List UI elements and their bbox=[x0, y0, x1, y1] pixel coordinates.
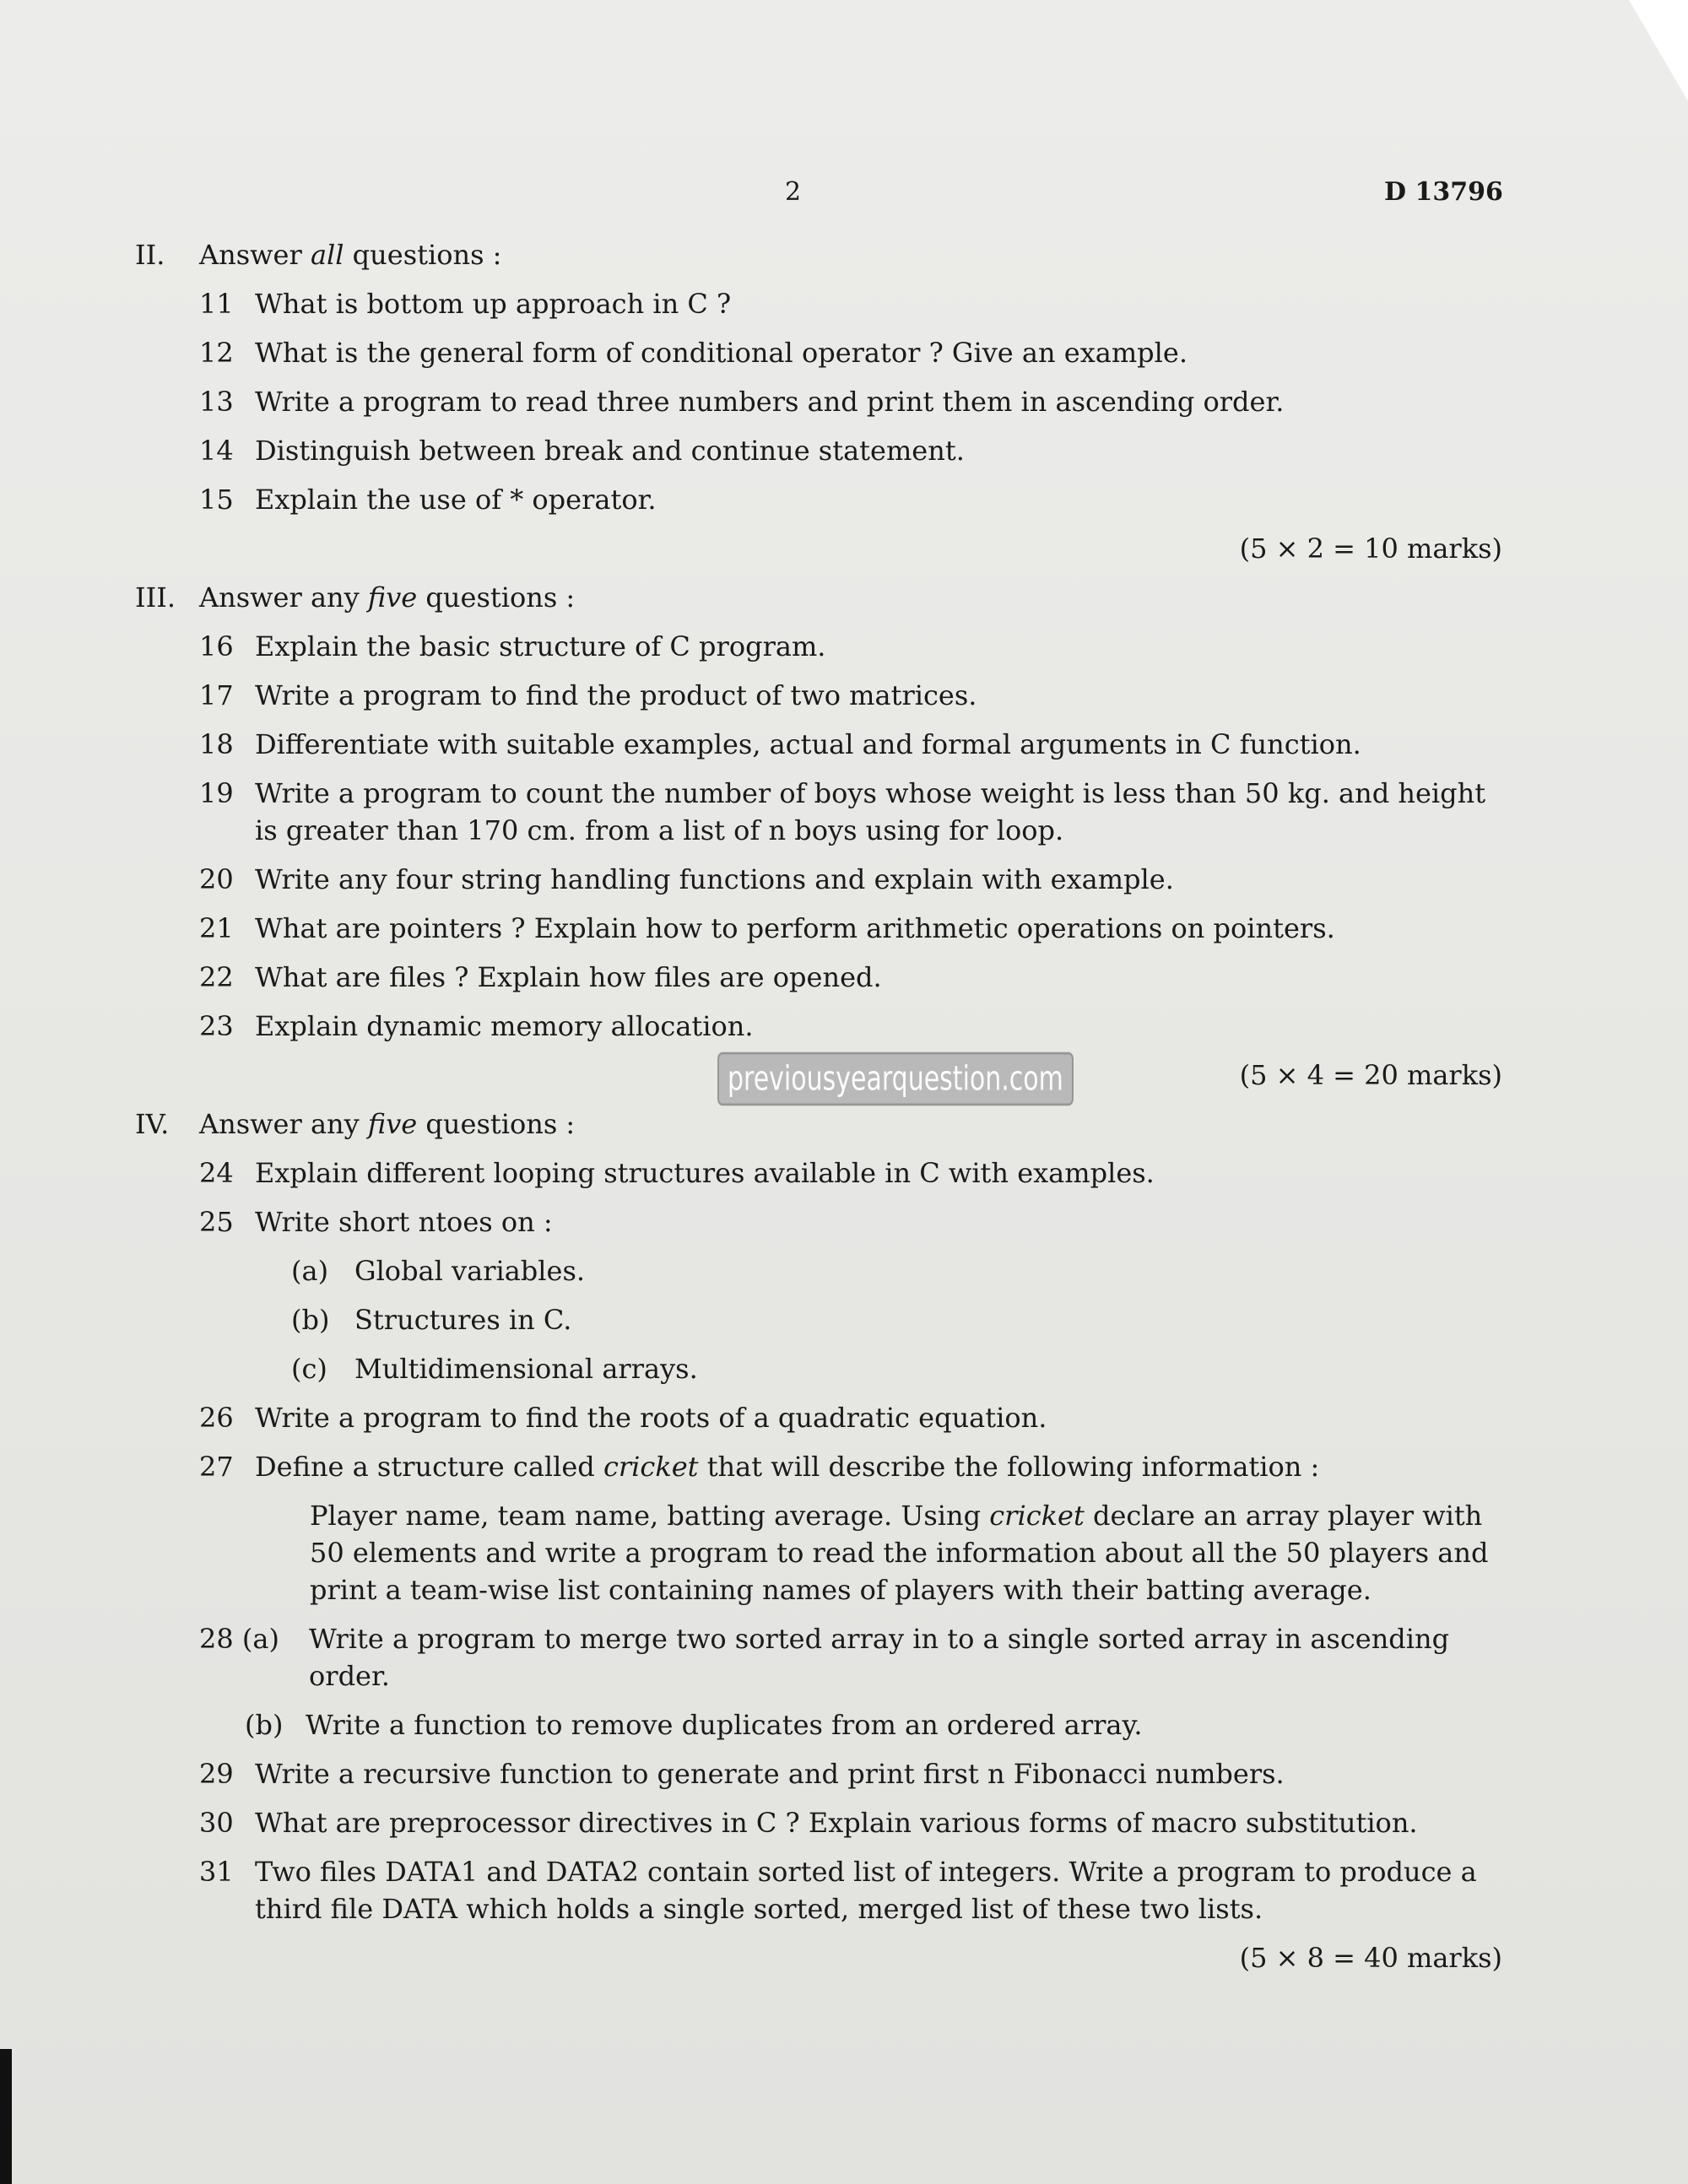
question-item: 19 Write a program to count the number of boys whose weight is less than 50 kg. and height is greater than 170 cm. from a list of n boys using for loop. bbox=[199, 777, 1486, 846]
site-watermark: previousyearquestion.com bbox=[717, 1052, 1074, 1106]
question-item: 26 Write a program to find the roots of a quadratic equation. bbox=[199, 1402, 1047, 1434]
question-item: 14 Distinguish between break and continue statement. bbox=[199, 435, 965, 467]
section-iv bbox=[135, 1106, 1502, 1976]
page-corner-fold bbox=[1629, 0, 1688, 101]
section-heading bbox=[135, 579, 1502, 616]
section-marks: (5 × 2 = 10 marks) bbox=[1239, 532, 1502, 565]
question-item: 13 Write a program to read three numbers and print them in ascending order. bbox=[199, 386, 1285, 418]
question-item: 22 What are files ? Explain how files are opened. bbox=[199, 961, 882, 993]
question-item: 18 Differentiate with suitable examples, actual and formal arguments in C function. bbox=[199, 728, 1361, 760]
section-heading bbox=[135, 236, 1502, 273]
paper-code: D 13796 bbox=[1384, 177, 1503, 207]
section-instruction: Answer all questions : bbox=[199, 239, 502, 271]
question-item: 30 What are preprocessor directives in C ? Explain various forms of macro substitution. bbox=[199, 1807, 1418, 1839]
sub-question: (b) Structures in C. bbox=[291, 1304, 572, 1336]
section-instruction: Answer any five questions : bbox=[199, 1108, 576, 1140]
question-item: 20 Write any four string handling functions and explain with example. bbox=[199, 863, 1174, 895]
page-number: 2 bbox=[785, 177, 802, 207]
section-marks: (5 × 4 = 20 marks) bbox=[1239, 1059, 1502, 1091]
question-item: 31 Two files DATA1 and DATA2 contain sorted list of integers. Write a program to produce a third file DATA which holds a single sorted, merged list of these two lists. bbox=[199, 1856, 1477, 1925]
section-marks: (5 × 8 = 40 marks) bbox=[1239, 1942, 1502, 1974]
question-item: 29 Write a recursive function to generate and print first n Fibonacci numbers. bbox=[199, 1758, 1285, 1790]
question-item: 11 What is bottom up approach in C ? bbox=[199, 288, 732, 320]
question-item: 15 Explain the use of * operator. bbox=[199, 484, 657, 516]
question-item: 16 Explain the basic structure of C program. bbox=[199, 630, 826, 662]
question-item: 12 What is the general form of conditional operator ? Give an example. bbox=[199, 337, 1188, 369]
question-item: 21 What are pointers ? Explain how to perform arithmetic operations on pointers. bbox=[199, 912, 1335, 944]
question-item: 25 Write short ntoes on : bbox=[199, 1206, 553, 1238]
question-item: 27 Define a structure called cricket that will describe the following information : bbox=[199, 1451, 1320, 1483]
question-item: 24 Explain different looping structures available in C with examples. bbox=[199, 1157, 1155, 1189]
sub-question: (b) Write a function to remove duplicates from an ordered array. bbox=[245, 1709, 1143, 1741]
section-number: III. bbox=[135, 581, 176, 614]
question-paragraph: Player name, team name, batting average. Using cricket declare an array player with 50 elements and write a program to read the information about all the 50 players and print a team-wise list containing names of players with their batting average. bbox=[310, 1500, 1489, 1606]
section-ii bbox=[135, 236, 1502, 567]
question-body bbox=[135, 236, 1502, 1988]
section-number: IV. bbox=[135, 1108, 170, 1140]
question-item: 28 (a) Write a program to merge two sorted array in to a single sorted array in ascending order. bbox=[199, 1623, 1450, 1692]
scan-edge-mark bbox=[0, 2049, 12, 2184]
section-heading bbox=[135, 1106, 1502, 1143]
question-item: 17 Write a program to find the product of two matrices. bbox=[199, 679, 977, 711]
section-number: II. bbox=[135, 239, 165, 271]
sub-question: (a) Global variables. bbox=[291, 1255, 586, 1287]
sub-question: (c) Multidimensional arrays. bbox=[291, 1353, 698, 1385]
section-iii bbox=[135, 579, 1502, 1094]
question-item: 23 Explain dynamic memory allocation. bbox=[199, 1010, 754, 1042]
section-instruction: Answer any five questions : bbox=[199, 581, 576, 614]
